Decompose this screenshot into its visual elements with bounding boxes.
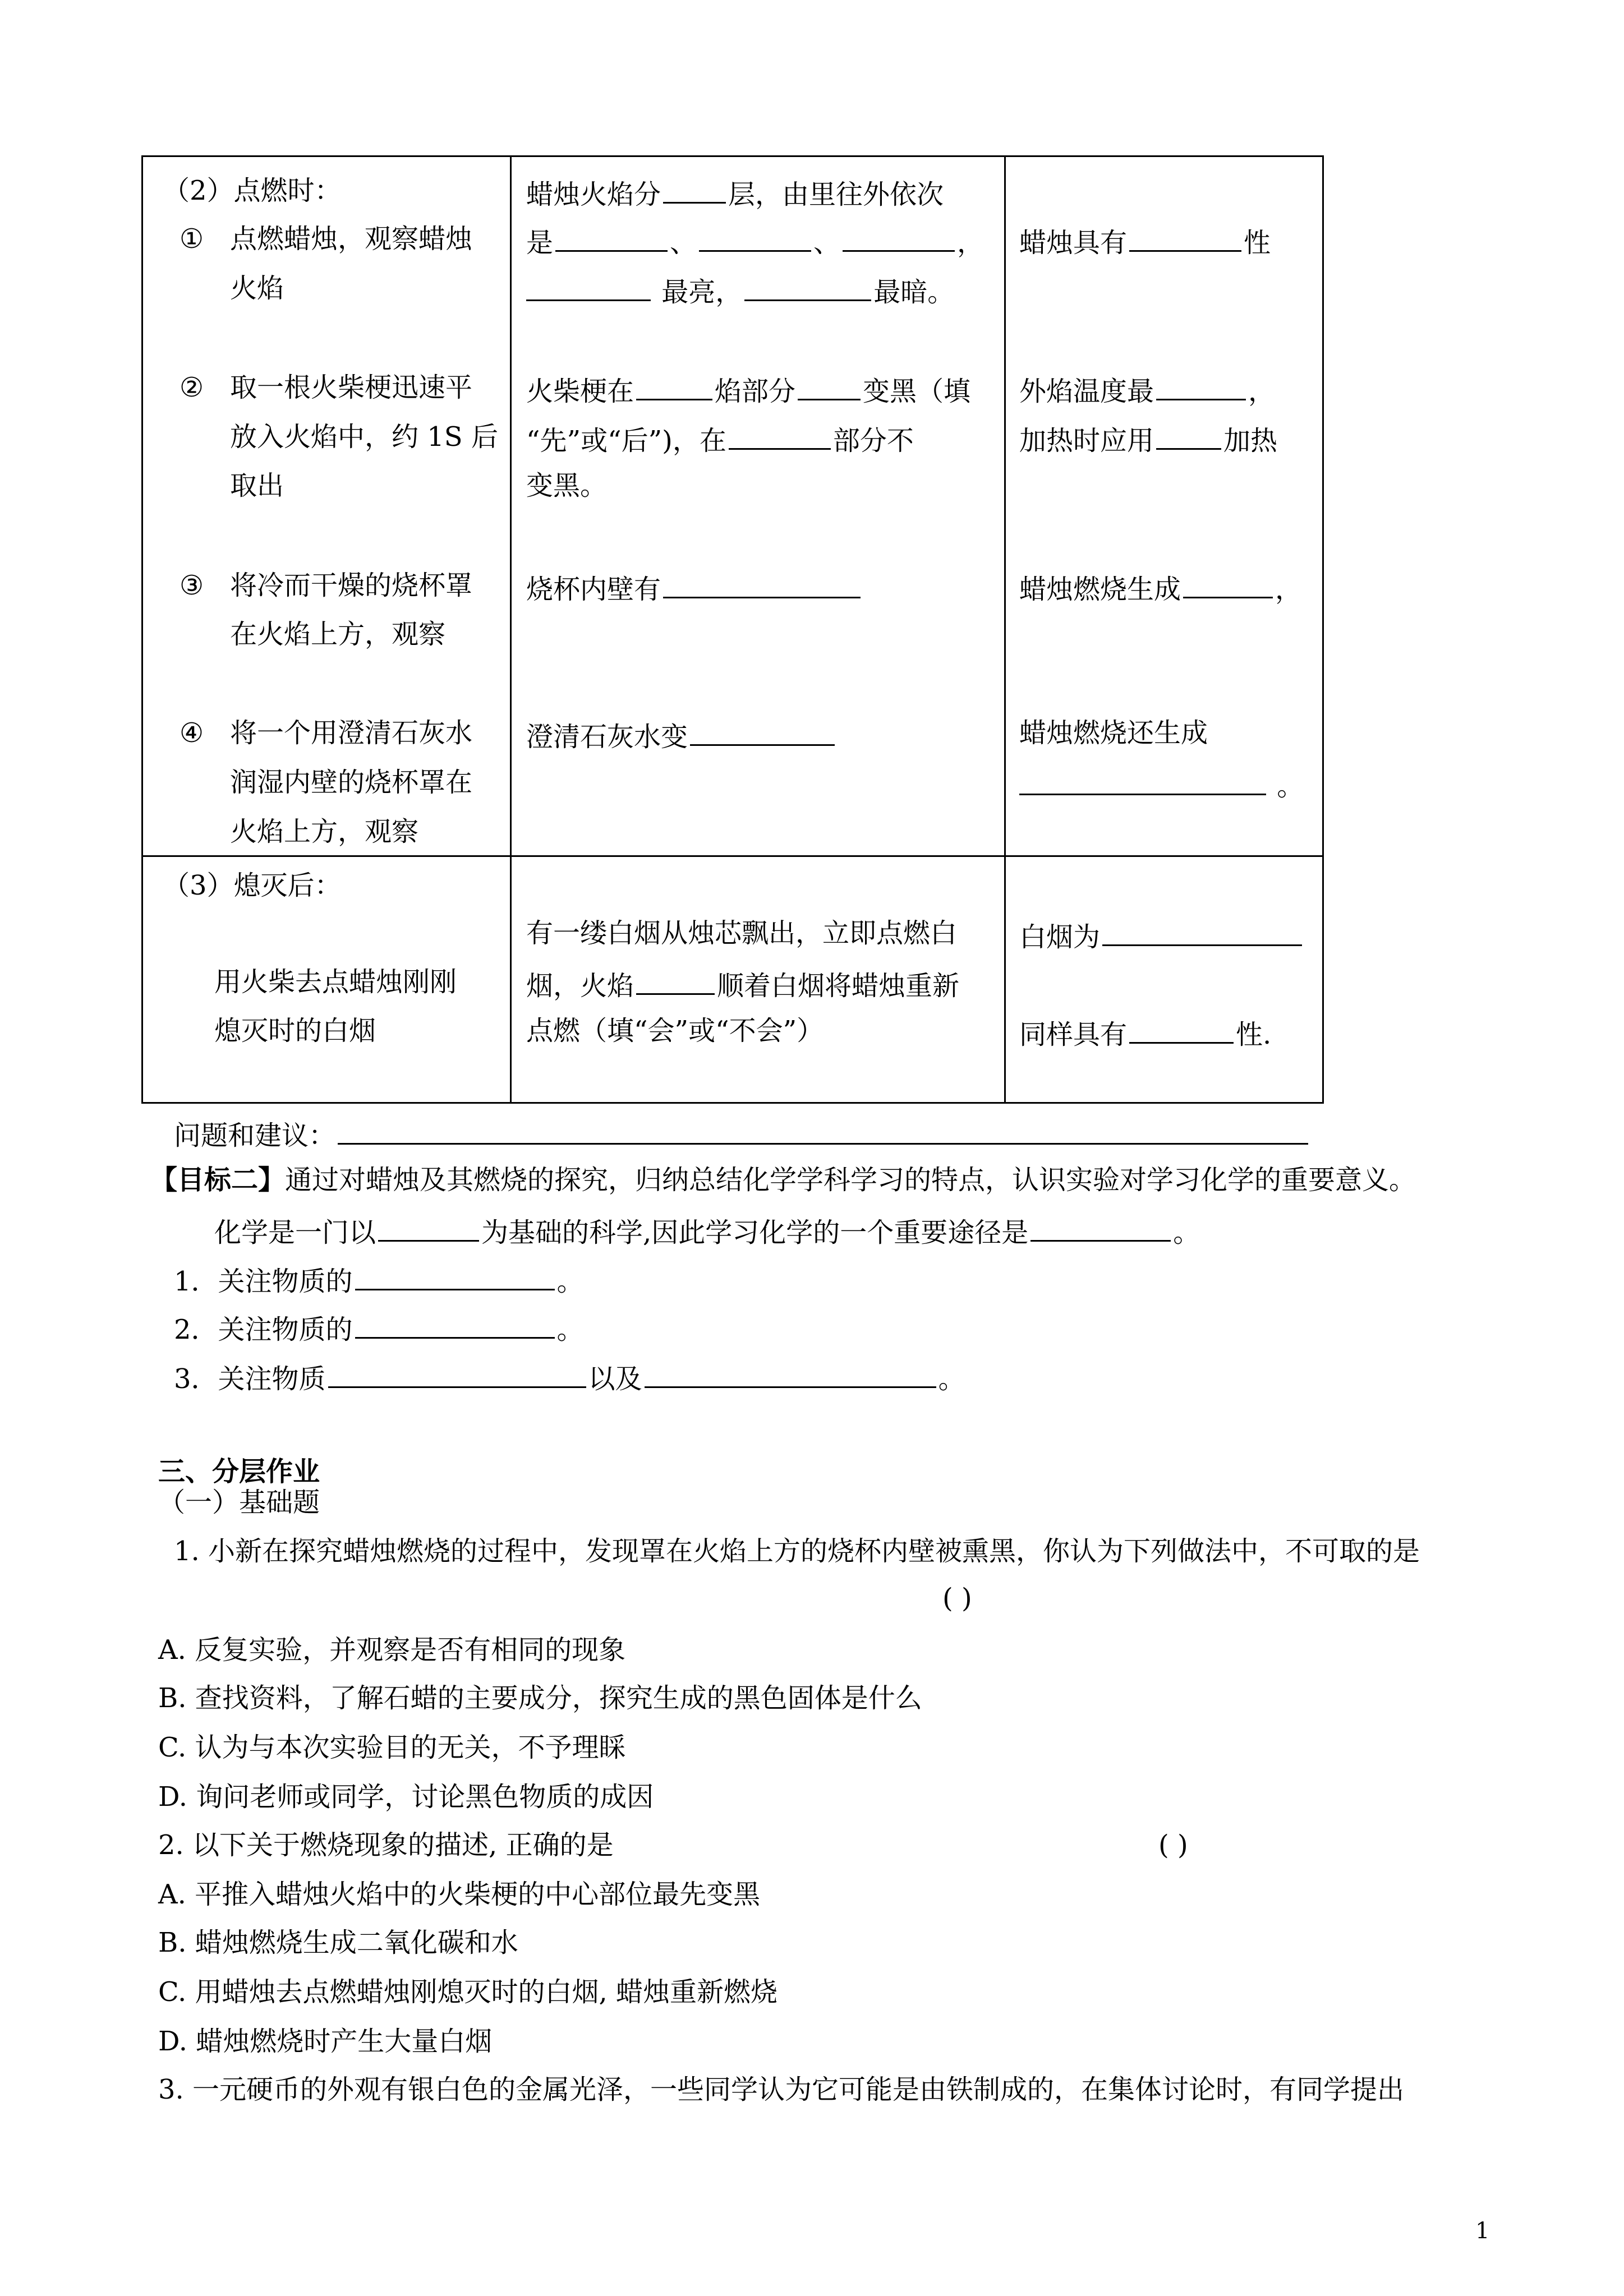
answer-blank[interactable]: [636, 374, 712, 400]
phenomenon-text: 火柴梗在 焰部分 变黑（填: [526, 374, 970, 405]
answer-blank[interactable]: [1156, 423, 1221, 450]
step-text: 熄灭时的白烟: [214, 1015, 376, 1046]
answer-blank[interactable]: [1129, 225, 1241, 252]
answer-blank[interactable]: [744, 275, 871, 301]
question-text: 2. 以下关于燃烧现象的描述, 正确的是: [158, 1829, 614, 1861]
answer-blank[interactable]: [843, 225, 955, 252]
option-text: B. 查找资料，了解石蜡的主要成分，探究生成的黑色固体是什么: [158, 1682, 922, 1714]
answer-blank[interactable]: [378, 1215, 479, 1242]
phenomenon-text: 是 、 、 ，: [526, 225, 984, 256]
goal-tag: 【目标二】: [150, 1164, 286, 1196]
answer-blank[interactable]: [338, 1118, 1308, 1145]
conclusion-text: 加热时应用 加热: [1019, 423, 1277, 454]
answer-paren[interactable]: ( ): [1158, 1829, 1188, 1861]
answer-blank[interactable]: [636, 969, 715, 995]
conclusion-text: 蜡烛具有 性: [1019, 225, 1271, 256]
answer-blank[interactable]: [355, 1312, 555, 1339]
step-text: 点燃蜡烛，观察蜡烛: [230, 223, 473, 255]
section-subtitle: （一）基础题: [158, 1487, 320, 1518]
step-text: 火焰: [230, 273, 284, 304]
answer-blank[interactable]: [663, 177, 726, 204]
conclusion-text: 。: [1019, 769, 1304, 800]
list-item: 1．关注物质的 。: [174, 1264, 584, 1295]
question-text: 3. 一元硬币的外观有银白色的金属光泽，一些同学认为它可能是由铁制成的，在集体讨论时，有同学提出: [158, 2074, 1405, 2105]
phenomenon-text: 最亮， 最暗。: [526, 275, 954, 306]
option-text: C. 认为与本次实验目的无关，不予理睬: [158, 1732, 626, 1763]
conclusion-text: 蜡烛燃烧生成 ，: [1019, 572, 1302, 603]
answer-blank[interactable]: [663, 572, 861, 598]
phenomenon-text: “先”或“后”)，在 部分不: [526, 423, 914, 454]
option-text: C. 用蜡烛去点燃蜡烛刚熄灭时的白烟, 蜡烛重新燃烧: [158, 1976, 778, 2008]
answer-blank[interactable]: [798, 374, 861, 400]
option-text: D. 询问老师或同学，讨论黑色物质的成因: [158, 1781, 654, 1813]
step-text: 用火柴去点蜡烛刚刚: [214, 966, 457, 998]
answer-blank[interactable]: [1129, 1017, 1234, 1044]
answer-blank[interactable]: [1019, 769, 1266, 795]
column-divider: [510, 157, 512, 1102]
answer-blank[interactable]: [699, 225, 811, 252]
option-text: A. 反复实验，并观察是否有相同的现象: [158, 1634, 626, 1666]
step-text: 取出: [230, 470, 284, 501]
answer-blank[interactable]: [1183, 572, 1273, 598]
page-number: 1: [1475, 2218, 1490, 2244]
column-divider: [1004, 157, 1006, 1102]
phenomenon-text: 烟，火焰 顺着白烟将蜡烛重新: [526, 969, 959, 999]
answer-blank[interactable]: [355, 1264, 555, 1290]
step-text: 润湿内壁的烧杯罩在: [230, 767, 473, 798]
conclusion-text: 白烟为: [1019, 920, 1304, 951]
option-text: A. 平推入蜡烛火焰中的火柴梗的中心部位最先变黑: [158, 1879, 761, 1910]
step-text: 放入火焰中，约 1S 后: [230, 421, 498, 453]
answer-blank[interactable]: [1102, 920, 1302, 946]
conclusion-text: 外焰温度最 ，: [1019, 374, 1275, 405]
step-text: 取一根火柴梗迅速平: [230, 372, 473, 403]
answer-paren[interactable]: ( ): [942, 1583, 972, 1614]
goal-two: 【目标二】通过对蜡烛及其燃烧的探究，归纳总结化学学科学习的特点，认识实验对学习化学的重要意义。: [150, 1164, 1416, 1196]
phenomenon-text: 蜡烛火焰分 层，由里往外依次: [526, 177, 944, 208]
phenomenon-text: 有一缕白烟从烛芯飘出，立即点燃白: [526, 918, 958, 949]
option-text: D. 蜡烛燃烧时产生大量白烟: [158, 2026, 493, 2057]
conclusion-text: 蜡烛燃烧还生成: [1019, 717, 1208, 749]
phenomenon-text: 澄清石灰水变: [526, 720, 837, 750]
row-divider: [143, 855, 1322, 857]
step-number: ④: [180, 717, 204, 749]
step-text: 将冷而干燥的烧杯罩: [230, 570, 473, 601]
step-number: ③: [180, 570, 204, 601]
answer-blank[interactable]: [555, 225, 668, 252]
step-text: 在火焰上方，观察: [230, 619, 446, 650]
answer-blank[interactable]: [1030, 1215, 1171, 1242]
step-number: ②: [180, 372, 204, 403]
answer-blank[interactable]: [1156, 374, 1246, 400]
phenomenon-text: 变黑。: [526, 470, 608, 501]
answer-blank[interactable]: [328, 1362, 586, 1388]
step-text: 火焰上方，观察: [230, 816, 419, 847]
step-text: 将一个用澄清石灰水: [230, 717, 473, 749]
step-number: ①: [180, 223, 204, 255]
issues-line: 问题和建议：: [174, 1118, 1310, 1149]
answer-blank[interactable]: [645, 1362, 936, 1388]
phenomenon-text: 点燃（填“会”或“不会”）: [526, 1015, 824, 1046]
answer-blank[interactable]: [690, 720, 835, 746]
question-text: 1. 小新在探究蜡烛燃烧的过程中，发现罩在火焰上方的烧杯内壁被熏黑，你认为下列做法中，不可取的是: [174, 1536, 1420, 1567]
list-item: 3．关注物质 以及 。: [174, 1362, 965, 1393]
section-title: 三、分层作业: [158, 1456, 320, 1487]
section-header-extinguished: （3）熄灭后：: [163, 870, 342, 901]
answer-blank[interactable]: [526, 275, 651, 301]
conclusion-text: 同样具有 性.: [1019, 1017, 1271, 1048]
option-text: B. 蜡烛燃烧生成二氧化碳和水: [158, 1927, 518, 1958]
goal-two-sentence: 化学是一门以 为基础的科学,因此学习化学的一个重要途径是 。: [214, 1215, 1200, 1246]
list-item: 2．关注物质的 。: [174, 1312, 584, 1343]
answer-blank[interactable]: [729, 423, 831, 450]
phenomenon-text: 烧杯内壁有: [526, 572, 863, 603]
section-header-lit: （2）点燃时：: [163, 175, 342, 206]
